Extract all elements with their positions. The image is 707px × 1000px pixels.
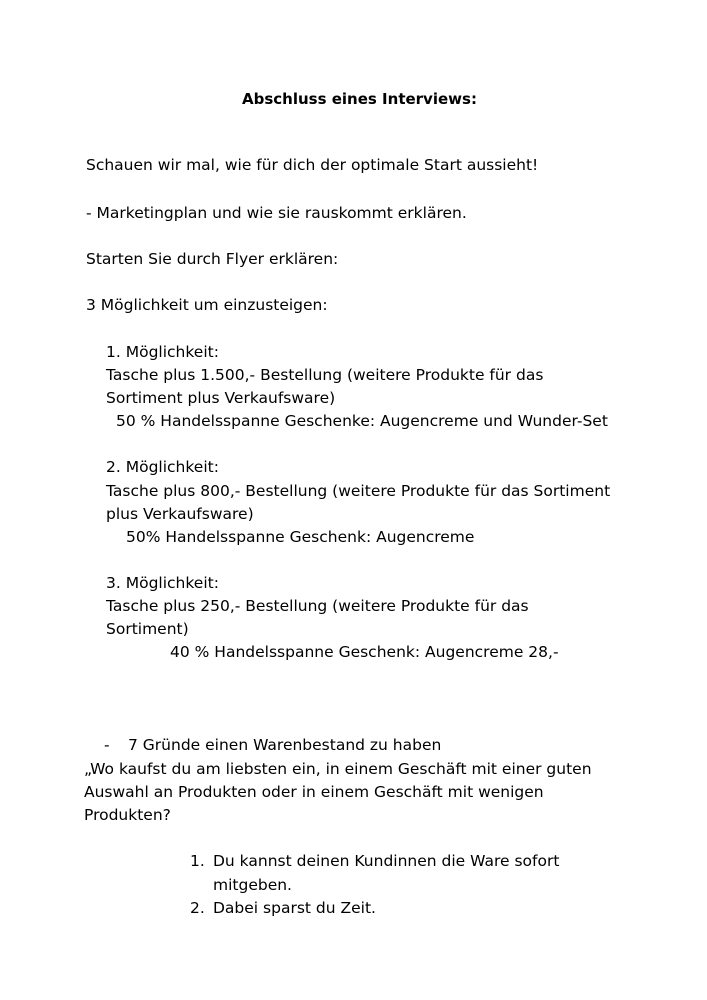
reasons-bullet: -	[104, 736, 110, 754]
question-line-2: Auswahl an Produkten oder in einem Geschäft mit wenigen	[84, 783, 544, 801]
options-heading: 3 Möglichkeit um einzusteigen:	[86, 296, 328, 314]
option-3-detail: 40 % Handelsspanne Geschenk: Augencreme 28,-	[170, 643, 559, 661]
option-3-line1: Tasche plus 250,- Bestellung (weitere Produkte für das	[106, 597, 529, 615]
reason-2-line1: Dabei sparst du Zeit.	[213, 899, 376, 917]
intro-text: Schauen wir mal, wie für dich der optimale Start aussieht!	[86, 156, 539, 174]
marketing-text: - Marketingplan und wie sie rauskommt erklären.	[86, 204, 467, 222]
reason-1-line2: mitgeben.	[213, 876, 292, 894]
option-2-line1: Tasche plus 800,- Bestellung (weitere Produkte für das Sortiment	[106, 482, 611, 500]
option-1-line1: Tasche plus 1.500,- Bestellung (weitere Produkte für das	[106, 366, 544, 384]
option-1-detail: 50 % Handelsspanne Geschenke: Augencreme und Wunder-Set	[116, 412, 608, 430]
option-2-line2: plus Verkaufsware)	[106, 505, 254, 523]
option-1-label: 1. Möglichkeit:	[106, 343, 219, 361]
reason-1-number: 1.	[190, 852, 205, 870]
option-2-detail: 50% Handelsspanne Geschenk: Augencreme	[126, 528, 475, 546]
option-2-label: 2. Möglichkeit:	[106, 458, 219, 476]
page-title: Abschluss eines Interviews:	[242, 90, 477, 108]
option-3-line2: Sortiment)	[106, 620, 189, 638]
question-line-3: Produkten?	[84, 806, 171, 824]
reason-2-number: 2.	[190, 899, 205, 917]
option-1-line2: Sortiment plus Verkaufsware)	[106, 389, 336, 407]
option-3-label: 3. Möglichkeit:	[106, 574, 219, 592]
flyer-text: Starten Sie durch Flyer erklären:	[86, 250, 339, 268]
reasons-heading: 7 Gründe einen Warenbestand zu haben	[128, 736, 442, 754]
reason-1-line1: Du kannst deinen Kundinnen die Ware sofort	[213, 852, 560, 870]
question-line-1: „Wo kaufst du am liebsten ein, in einem Geschäft mit einer guten	[84, 760, 592, 778]
